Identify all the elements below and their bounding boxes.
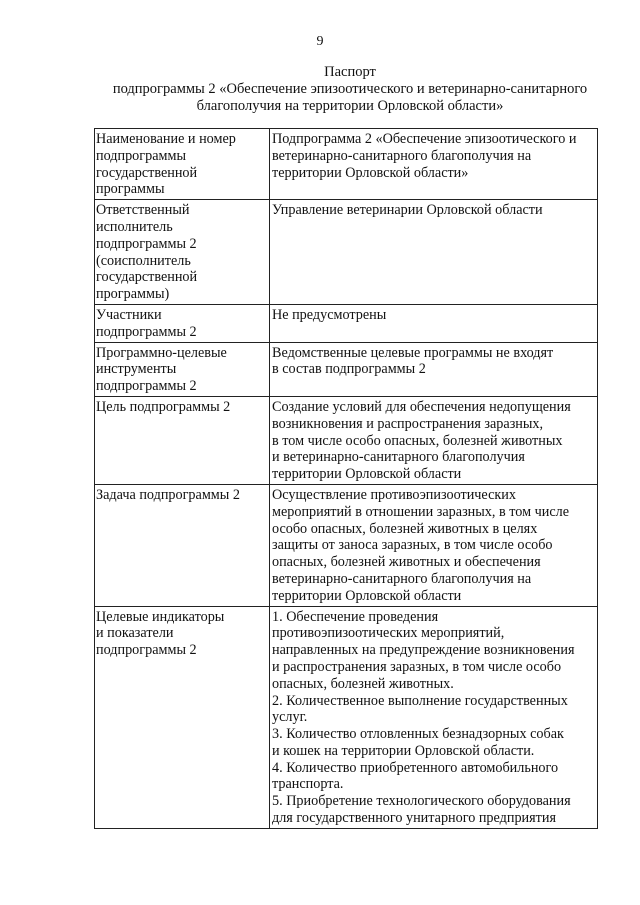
row-label-cell [95, 484, 270, 606]
row-label-cell [95, 304, 270, 342]
value-line: и распространения заразных, в том числе особо [272, 658, 562, 675]
row-label-cell [95, 606, 270, 828]
label-line: исполнитель [96, 218, 173, 235]
table-row [95, 484, 598, 606]
label-line: Целевые индикаторы [96, 608, 225, 625]
row-label-cell [95, 342, 270, 396]
value-line: в состав подпрограммы 2 [272, 361, 426, 378]
value-line: 4. Количество приобретенного автомобильного [272, 759, 559, 776]
row-label-cell [95, 396, 270, 484]
value-line: 1. Обеспечение проведения [272, 608, 439, 625]
value-line: Не предусмотрены [272, 306, 387, 323]
value-line: территории Орловской области [272, 466, 462, 483]
value-line: Ведомственные целевые программы не входят [272, 344, 554, 361]
label-line: (соисполнитель [96, 252, 191, 269]
value-line: территории Орловской области [272, 587, 462, 604]
value-line: 2. Количественное выполнение государственных [272, 692, 568, 709]
passport-table [94, 128, 598, 829]
value-line: и кошек на территории Орловской области. [272, 742, 535, 759]
label-line: государственной [96, 164, 198, 181]
row-value-cell [270, 129, 598, 200]
label-line: государственной [96, 269, 198, 286]
label-line: Ответственный [96, 202, 190, 219]
table-row [95, 606, 598, 828]
table-row [95, 129, 598, 200]
table-row [95, 200, 598, 305]
value-line: защиты от заноса заразных, в том числе особо [272, 537, 553, 554]
table-row [95, 342, 598, 396]
table-row [95, 304, 598, 342]
title-line-2: подпрограммы 2 «Обеспечение эпизоотического и ветеринарно-санитарного [112, 81, 588, 97]
label-line: подпрограммы 2 [96, 642, 197, 659]
value-line: Создание условий для обеспечения недопущения [272, 398, 571, 415]
value-line: противоэпизоотических мероприятий, [272, 625, 505, 642]
value-line: в том числе особо опасных, болезней животных [272, 432, 563, 449]
title-line-3: благополучия на территории Орловской области» [196, 98, 504, 114]
page-number: 9 [316, 34, 324, 49]
value-line: мероприятий в отношении заразных, в том числе [272, 503, 570, 520]
value-line: 3. Количество отловленных безнадзорных собак [272, 726, 564, 743]
label-line: и показатели [96, 625, 174, 642]
value-line: особо опасных, болезней животных в целях [272, 520, 538, 537]
label-line: программы) [96, 286, 170, 303]
value-line: и ветеринарно-санитарного благополучия [272, 449, 525, 466]
label-line: Участники [96, 306, 162, 323]
table-row [95, 396, 598, 484]
row-label-cell [95, 200, 270, 305]
label-line: инструменты [96, 361, 177, 378]
value-line: ветеринарно-санитарного благополучия на [272, 570, 532, 587]
value-line: Управление ветеринарии Орловской области [272, 202, 543, 219]
row-label-cell [95, 129, 270, 200]
value-line: направленных на предупреждение возникновения [272, 642, 575, 659]
label-line: Программно-целевые [96, 344, 227, 361]
label-line: Цель подпрограммы 2 [96, 398, 231, 415]
row-value-cell [270, 484, 598, 606]
value-line: возникновения и распространения заразных, [272, 415, 544, 432]
label-line: подпрограммы 2 [96, 378, 197, 395]
value-line: ветеринарно-санитарного благополучия на [272, 147, 532, 164]
value-line: 5. Приобретение технологического оборудования [272, 793, 571, 810]
value-line: Осуществление противоэпизоотических [272, 486, 516, 503]
label-line: подпрограммы 2 [96, 235, 197, 252]
value-line: транспорта. [272, 776, 344, 793]
row-value-cell [270, 396, 598, 484]
row-value-cell [270, 342, 598, 396]
value-line: опасных, болезней животных. [272, 675, 454, 692]
document-title [60, 64, 640, 115]
value-line: Подпрограмма 2 «Обеспечение эпизоотического и [272, 131, 577, 147]
value-line: опасных, болезней животных и обеспечения [272, 554, 541, 571]
value-line: территории Орловской области» [272, 164, 469, 181]
row-value-cell [270, 200, 598, 305]
label-line: программы [96, 181, 165, 198]
label-line: Наименование и номер [96, 131, 236, 147]
value-line: услуг. [272, 709, 308, 726]
row-value-cell [270, 606, 598, 828]
row-value-cell [270, 304, 598, 342]
label-line: Задача подпрограммы 2 [96, 486, 240, 503]
label-line: подпрограммы 2 [96, 323, 197, 340]
title-line-1: Паспорт [324, 64, 376, 80]
label-line: подпрограммы [96, 147, 186, 164]
value-line: для государственного унитарного предприятия [272, 810, 556, 827]
